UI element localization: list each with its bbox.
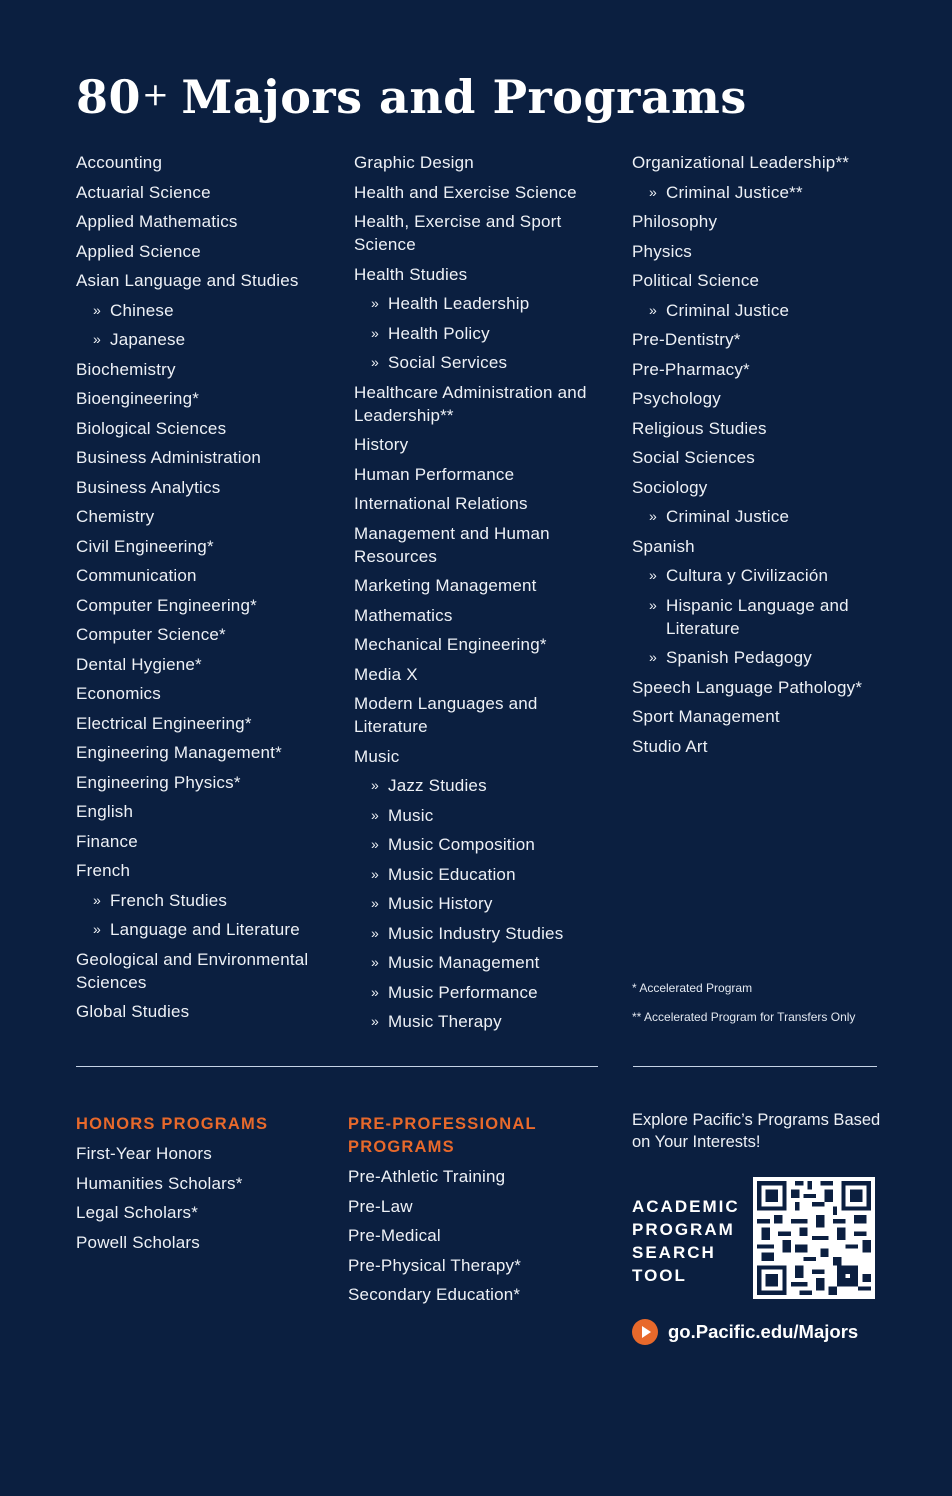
majors-url[interactable]: go.Pacific.edu/Majors: [668, 1321, 859, 1342]
major-item: Accounting: [76, 153, 163, 172]
program-item: Pre-Physical Therapy*: [348, 1255, 522, 1275]
major-item: History: [354, 435, 409, 454]
concentration-item: [632, 181, 894, 211]
chevron-bullet-icon: »: [371, 954, 379, 970]
major-item: Music: [354, 746, 400, 766]
tool-line: TOOL: [632, 1266, 687, 1285]
concentration-label: Chinese: [110, 300, 174, 320]
concentration-label: Health Leadership: [388, 294, 530, 313]
chevron-bullet-icon: »: [371, 806, 379, 823]
concentration-item: [354, 1010, 616, 1040]
concentration-item: [354, 863, 616, 893]
major-item: Electrical Engineering*: [76, 713, 252, 733]
major-item: Computer Engineering*: [76, 595, 257, 615]
concentration-item: [354, 922, 616, 952]
major-item: Actuarial Science: [76, 182, 211, 202]
preprofessional-list: [348, 1165, 588, 1313]
preprofessional-programs-section: [348, 1113, 588, 1313]
major-item: Sociology: [632, 477, 708, 497]
chevron-bullet-icon: »: [371, 895, 379, 911]
major-item: Finance: [76, 831, 138, 851]
majors-column-1: [76, 151, 338, 1030]
major-item: International Relations: [354, 494, 528, 513]
major-item: Social Sciences: [632, 448, 756, 467]
major-item: Media X: [354, 664, 418, 684]
concentration-label: Music Performance: [388, 982, 538, 1002]
concentration-item: [76, 299, 338, 329]
concentration-label: Spanish Pedagogy: [666, 648, 812, 667]
concentration-label: Jazz Studies: [388, 776, 487, 795]
concentration-label: Music Education: [388, 864, 516, 884]
major-item: Studio Art: [632, 736, 708, 756]
major-item: Pre-Dentistry*: [632, 330, 741, 349]
divider-left: [76, 1066, 598, 1067]
chevron-bullet-icon: »: [649, 649, 657, 665]
divider-right: [633, 1066, 877, 1067]
concentration-item: [354, 322, 616, 352]
concentration-label: Music Management: [388, 953, 540, 972]
major-item: Human Performance: [354, 464, 515, 484]
major-item: Physics: [632, 241, 692, 261]
major-item: Engineering Management*: [76, 743, 282, 762]
title-text: Majors and Programs: [181, 70, 747, 124]
qr-code-icon[interactable]: [753, 1177, 875, 1299]
majors-column-3: [632, 151, 894, 764]
major-item: Geological and Environmental Sciences: [76, 949, 309, 992]
title-plus: +: [142, 75, 170, 113]
major-item: Graphic Design: [354, 153, 474, 172]
chevron-bullet-icon: »: [649, 301, 657, 318]
concentration-item: [354, 951, 616, 981]
concentration-label: French Studies: [110, 890, 228, 910]
major-item: Organizational Leadership**: [632, 153, 850, 172]
tool-line: ACADEMIC: [632, 1197, 740, 1216]
major-item: Health, Exercise and Sport Science: [354, 212, 562, 254]
chevron-bullet-icon: »: [649, 567, 657, 583]
preprofessional-heading: PRE-PROFESSIONAL PROGRAMS: [348, 1115, 537, 1156]
program-item: Pre-Medical: [348, 1226, 441, 1245]
major-item: English: [76, 802, 134, 821]
concentration-label: Music Industry Studies: [388, 923, 564, 943]
concentration-item: [76, 889, 338, 919]
title-number: 80: [76, 70, 142, 124]
major-item: Mathematics: [354, 605, 453, 625]
concentration-item: [354, 351, 616, 381]
legend: [632, 980, 855, 1038]
concentration-item: [632, 505, 894, 535]
tool-line: PROGRAM: [632, 1220, 735, 1239]
major-item: Health Studies: [354, 264, 468, 284]
program-item: Pre-Law: [348, 1196, 413, 1216]
concentration-label: Language and Literature: [110, 920, 300, 939]
major-item: Modern Languages and Literature: [354, 694, 538, 736]
major-item: Business Analytics: [76, 477, 221, 497]
program-item: Legal Scholars*: [76, 1203, 199, 1222]
major-item: Asian Language and Studies: [76, 271, 299, 290]
concentration-item: [632, 564, 894, 594]
chevron-bullet-icon: »: [93, 301, 101, 318]
concentration-label: Hispanic Language and Literature: [666, 595, 849, 638]
honors-list: [76, 1142, 316, 1260]
major-item: Chemistry: [76, 507, 155, 526]
major-item: Healthcare Administration and Leadership**: [354, 382, 587, 425]
concentration-label: Criminal Justice: [666, 507, 790, 526]
concentration-label: Health Policy: [388, 323, 490, 343]
concentration-label: Social Services: [388, 353, 508, 372]
concentration-label: Cultura y Civilización: [666, 566, 829, 585]
major-item: Computer Science*: [76, 625, 226, 644]
concentration-item: [354, 292, 616, 322]
major-item: Mechanical Engineering*: [354, 635, 547, 654]
chevron-bullet-icon: »: [371, 983, 379, 1000]
concentration-label: Criminal Justice: [666, 300, 790, 320]
major-item: Civil Engineering*: [76, 536, 214, 556]
major-item: Sport Management: [632, 707, 780, 726]
chevron-bullet-icon: »: [93, 921, 101, 937]
chevron-bullet-icon: »: [649, 183, 657, 200]
concentration-item: [354, 981, 616, 1011]
major-item: Biological Sciences: [76, 418, 227, 438]
search-tool-label: [632, 1195, 740, 1287]
concentration-item: [354, 804, 616, 834]
legend-accelerated: * Accelerated Program: [632, 981, 753, 995]
major-item: Economics: [76, 684, 161, 703]
concentration-item: [632, 299, 894, 329]
concentration-label: Music Therapy: [388, 1012, 502, 1031]
chevron-bullet-icon: »: [371, 777, 379, 793]
concentration-item: [354, 892, 616, 922]
honors-programs-section: [76, 1113, 316, 1260]
major-item: Communication: [76, 566, 197, 585]
concentration-label: Criminal Justice**: [666, 182, 803, 202]
chevron-bullet-icon: »: [649, 508, 657, 524]
major-item: Dental Hygiene*: [76, 654, 202, 674]
chevron-bullet-icon: »: [93, 331, 101, 347]
major-item: Philosophy: [632, 212, 718, 231]
major-item: Management and Human Resources: [354, 523, 550, 566]
majors-link[interactable]: [632, 1319, 858, 1345]
chevron-bullet-icon: »: [371, 924, 379, 941]
concentration-item: [76, 328, 338, 358]
major-item: Global Studies: [76, 1002, 190, 1021]
tool-line: SEARCH: [632, 1243, 716, 1262]
chevron-bullet-icon: »: [93, 891, 101, 908]
concentration-item: [632, 646, 894, 676]
major-item: Engineering Physics*: [76, 772, 241, 792]
honors-heading: HONORS PROGRAMS: [76, 1115, 269, 1133]
chevron-bullet-icon: »: [371, 836, 379, 852]
major-item: Biochemistry: [76, 359, 176, 379]
legend-transfers: ** Accelerated Program for Transfers Only: [632, 1010, 856, 1024]
chevron-bullet-icon: »: [371, 354, 379, 370]
chevron-bullet-icon: »: [649, 596, 657, 613]
page-title: [76, 64, 747, 127]
major-item: Bioengineering*: [76, 389, 200, 408]
major-item: French: [76, 861, 131, 880]
major-item: Religious Studies: [632, 418, 767, 438]
major-item: Political Science: [632, 271, 760, 290]
concentration-item: [354, 774, 616, 804]
major-item: Applied Mathematics: [76, 212, 238, 231]
explore-text: Explore Pacific’s Programs Based on Your Interests!: [632, 1111, 881, 1151]
chevron-bullet-icon: »: [371, 865, 379, 882]
concentration-item: [76, 918, 338, 948]
major-item: Applied Science: [76, 241, 201, 261]
major-item: Pre-Pharmacy*: [632, 359, 750, 379]
major-item: Spanish: [632, 536, 695, 556]
concentration-item: [354, 833, 616, 863]
program-item: First-Year Honors: [76, 1144, 212, 1163]
program-item: Powell Scholars: [76, 1232, 200, 1252]
major-item: Speech Language Pathology*: [632, 677, 863, 697]
play-icon: [632, 1319, 658, 1345]
concentration-label: Japanese: [110, 330, 186, 349]
concentration-label: Music History: [388, 894, 493, 913]
majors-column-2: [354, 151, 616, 1040]
program-item: Humanities Scholars*: [76, 1173, 243, 1193]
major-item: Marketing Management: [354, 576, 537, 595]
concentration-item: [632, 594, 894, 647]
major-item: Business Administration: [76, 448, 262, 467]
major-item: Psychology: [632, 389, 721, 408]
chevron-bullet-icon: »: [371, 324, 379, 341]
chevron-bullet-icon: »: [371, 1013, 379, 1029]
major-item: Health and Exercise Science: [354, 182, 577, 202]
concentration-label: Music: [388, 805, 434, 825]
program-item: Pre-Athletic Training: [348, 1167, 506, 1186]
concentration-label: Music Composition: [388, 835, 536, 854]
program-item: Secondary Education*: [348, 1285, 521, 1304]
chevron-bullet-icon: »: [371, 295, 379, 311]
